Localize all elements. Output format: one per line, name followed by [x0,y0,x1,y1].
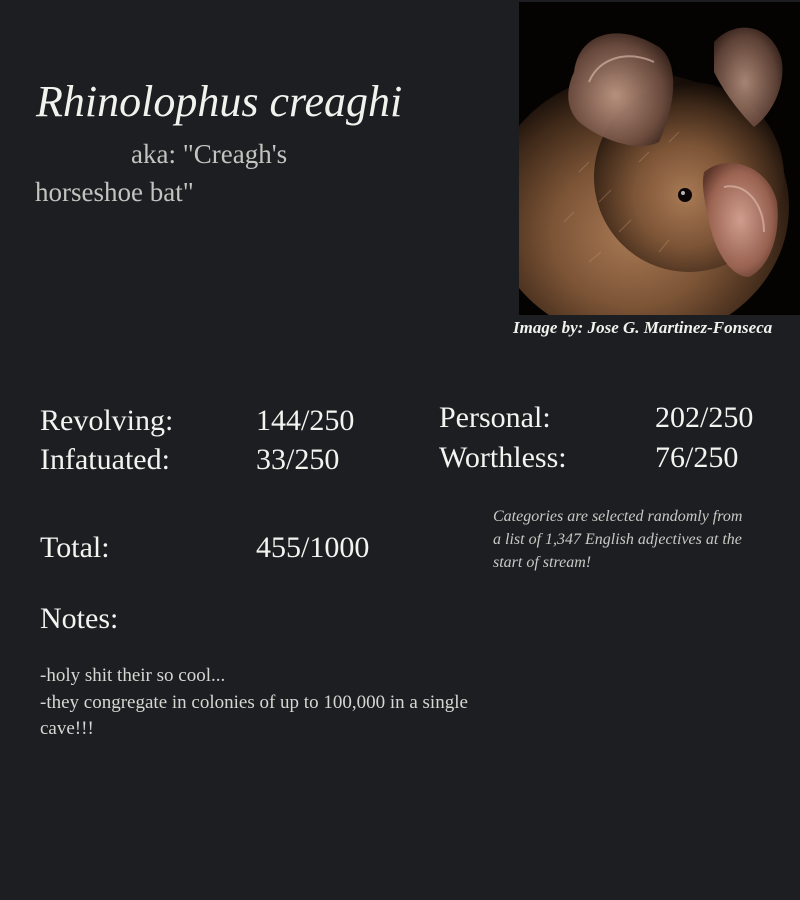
aka-line-2: horseshoe bat" [35,177,194,208]
aka-line-1: aka: "Creagh's [131,139,288,169]
bat-eye [678,188,692,202]
image-credit: Image by: Jose G. Martinez-Fonseca [513,318,773,337]
stat-total-value: 455/1000 [256,531,370,564]
note-item: -they congregate in colonies of up to 100,000 in a single cave!!! [40,691,468,740]
stat-revolving-value: 144/250 [256,404,355,437]
species-title: Rhinolophus creaghi [36,77,403,126]
stat-personal-label: Personal: [439,401,551,434]
bat-photo-icon [519,2,800,315]
bat-photo [519,2,800,315]
note-item: -holy shit their so cool... [40,665,226,686]
notes-heading: Notes: [40,602,119,635]
stat-infatuated-value: 33/250 [256,443,340,476]
stat-revolving-label: Revolving: [40,404,174,437]
stat-personal-value: 202/250 [655,401,754,434]
notes-list [40,663,480,743]
common-name [35,135,335,212]
stat-infatuated-label: Infatuated: [40,443,170,476]
categories-note: Categories are selected randomly from a list of 1,347 English adjectives at the start of stream! [493,508,743,572]
stat-worthless-value: 76/250 [655,441,739,474]
stat-worthless-label: Worthless: [439,441,567,474]
stat-total-label: Total: [40,531,110,564]
